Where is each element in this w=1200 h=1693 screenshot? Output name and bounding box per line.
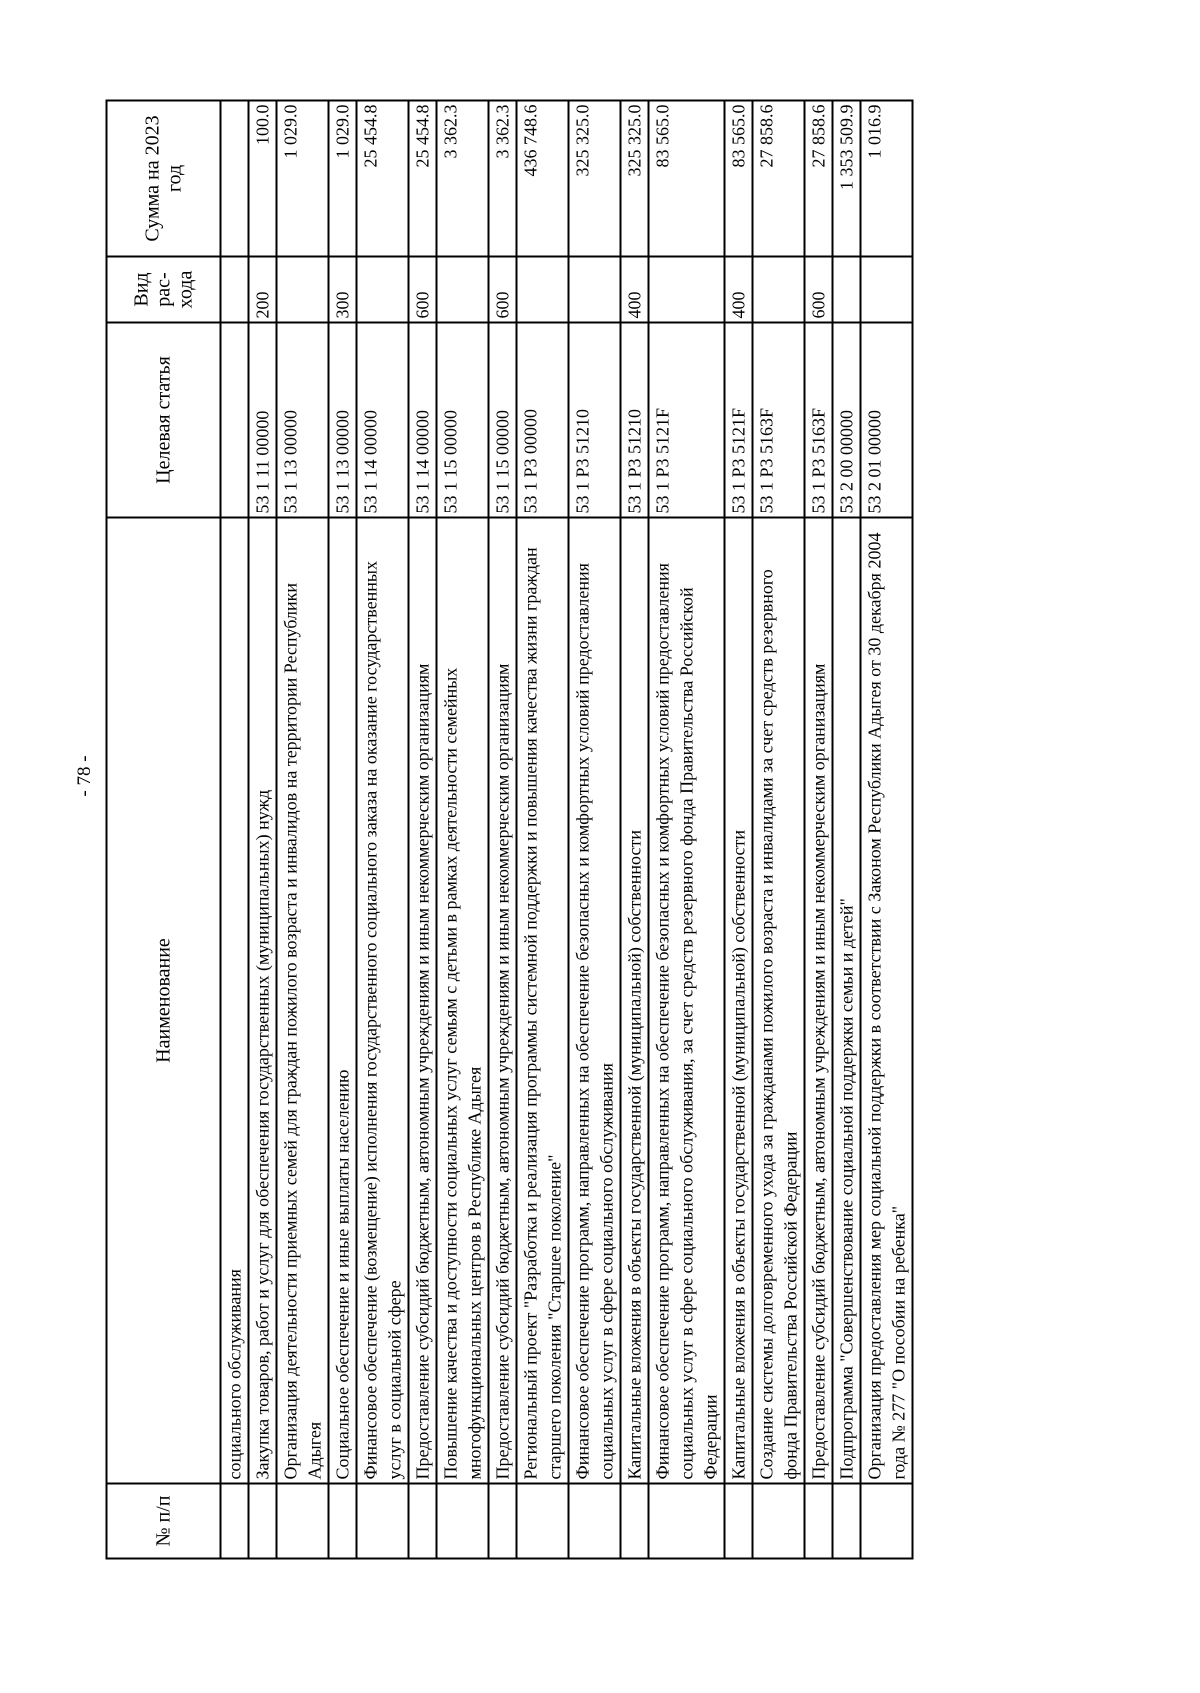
table-row: [489, 101, 517, 1559]
cell-name: Создание системы долговременного ухода за гражданами пожилого возраста и инвалидами за счет средств резервного фонда Правительства Российской Федерации: [753, 518, 805, 1484]
cell-num: [861, 1484, 913, 1559]
cell-num: [437, 1484, 489, 1559]
cell-type: [437, 257, 489, 323]
cell-name: Предоставление субсидий бюджетным, автономным учреждениям и иным некоммерческим организациям: [805, 518, 833, 1484]
cell-sum: [221, 101, 249, 257]
cell-sum: 3 362.3: [489, 101, 517, 257]
cell-num: [517, 1484, 569, 1559]
cell-sum: 25 454.8: [357, 101, 409, 257]
cell-type: [221, 257, 249, 323]
table-row: [437, 101, 489, 1559]
cell-num: [833, 1484, 861, 1559]
cell-num: [805, 1484, 833, 1559]
cell-name: Региональный проект "Разработка и реализация программы системной поддержки и повышения качества жизни граждан старшего поколения "Старшее поколение": [517, 518, 569, 1484]
cell-num: [221, 1484, 249, 1559]
cell-sum: 27 858.6: [753, 101, 805, 257]
cell-name: Финансовое обеспечение (возмещение) исполнения государственного социального заказа на оказание государственных услуг в социальной сфере: [357, 518, 409, 1484]
cell-sum: 1 016.9: [861, 101, 913, 257]
cell-sum: 1 353 509.9: [833, 101, 861, 257]
table-row: [249, 101, 277, 1559]
rotated-table-container: [106, 102, 1001, 1560]
cell-type: [753, 257, 805, 323]
cell-type: 600: [805, 257, 833, 323]
cell-num: [357, 1484, 409, 1559]
cell-code: 53 1 13 00000: [329, 323, 357, 518]
cell-name: Финансовое обеспечение программ, направленных на обеспечение безопасных и комфортных условий предоставления социальных услуг в сфере социального обслуживания, за счет средств резервного фонда Правительства Российской Федерации: [649, 518, 725, 1484]
cell-code: 53 1 P3 00000: [517, 323, 569, 518]
table-row: [277, 101, 329, 1559]
cell-sum: 1 029.0: [329, 101, 357, 257]
cell-num: [329, 1484, 357, 1559]
cell-type: [277, 257, 329, 323]
cell-type: 400: [621, 257, 649, 323]
cell-type: 600: [409, 257, 437, 323]
page-number: - 78 -: [74, 755, 95, 797]
cell-code: 53 1 11 00000: [249, 323, 277, 518]
table-header-row: [107, 101, 221, 1559]
table-row: [805, 101, 833, 1559]
table-row: [517, 101, 569, 1559]
cell-code: 53 1 15 00000: [437, 323, 489, 518]
cell-sum: 325 325.0: [621, 101, 649, 257]
table-row: [221, 101, 249, 1559]
cell-sum: 83 565.0: [725, 101, 753, 257]
cell-name: Закупка товаров, работ и услуг для обеспечения государственных (муниципальных) нужд: [249, 518, 277, 1484]
header-code: Целевая статья: [107, 323, 221, 518]
cell-code: 53 2 01 00000: [861, 323, 913, 518]
cell-code: [221, 323, 249, 518]
cell-num: [277, 1484, 329, 1559]
cell-num: [249, 1484, 277, 1559]
cell-type: [833, 257, 861, 323]
header-type: Вид рас-хода: [107, 257, 221, 323]
cell-type: 200: [249, 257, 277, 323]
header-sum: Сумма на 2023 год: [107, 101, 221, 257]
cell-type: [569, 257, 621, 323]
cell-name: Повышение качества и доступности социальных услуг семьям с детьми в рамках деятельности семейных многофункциональных центров в Республике Адыгея: [437, 518, 489, 1484]
cell-name: Финансовое обеспечение программ, направленных на обеспечение безопасных и комфортных условий предоставления социальных услуг в сфере социального обслуживания: [569, 518, 621, 1484]
cell-name: социального обслуживания: [221, 518, 249, 1484]
cell-num: [489, 1484, 517, 1559]
cell-name: Организация предоставления мер социальной поддержки в соответствии с Законом Республики Адыгея от 30 декабря 2004 года № 277 "О пособии на ребенка": [861, 518, 913, 1484]
cell-name: Капитальные вложения в объекты государственной (муниципальной) собственности: [621, 518, 649, 1484]
cell-num: [753, 1484, 805, 1559]
cell-sum: 83 565.0: [649, 101, 725, 257]
cell-type: [861, 257, 913, 323]
cell-type: [517, 257, 569, 323]
cell-type: [649, 257, 725, 323]
header-num: № п/п: [107, 1484, 221, 1559]
cell-sum: 25 454.8: [409, 101, 437, 257]
cell-sum: 3 362.3: [437, 101, 489, 257]
table-row: [753, 101, 805, 1559]
cell-code: 53 1 13 00000: [277, 323, 329, 518]
cell-num: [621, 1484, 649, 1559]
cell-code: 53 1 P3 51210: [569, 323, 621, 518]
table-row: [833, 101, 861, 1559]
cell-type: 600: [489, 257, 517, 323]
cell-sum: 436 748.6: [517, 101, 569, 257]
cell-type: 400: [725, 257, 753, 323]
table-row: [409, 101, 437, 1559]
cell-code: 53 1 14 00000: [409, 323, 437, 518]
cell-name: Предоставление субсидий бюджетным, автономным учреждениям и иным некоммерческим организациям: [409, 518, 437, 1484]
cell-code: 53 1 14 00000: [357, 323, 409, 518]
cell-sum: 100.0: [249, 101, 277, 257]
budget-table: [106, 100, 914, 1560]
table-row: [725, 101, 753, 1559]
cell-name: Подпрограмма "Совершенствование социальной поддержки семьи и детей": [833, 518, 861, 1484]
cell-name: Социальное обеспечение и иные выплаты населению: [329, 518, 357, 1484]
cell-sum: 325 325.0: [569, 101, 621, 257]
table-row: [621, 101, 649, 1559]
cell-code: 53 1 P3 5121F: [725, 323, 753, 518]
cell-name: Капитальные вложения в объекты государственной (муниципальной) собственности: [725, 518, 753, 1484]
table-row: [329, 101, 357, 1559]
cell-code: 53 2 00 00000: [833, 323, 861, 518]
header-name: Наименование: [107, 518, 221, 1484]
cell-sum: 27 858.6: [805, 101, 833, 257]
cell-name: Предоставление субсидий бюджетным, автономным учреждениям и иным некоммерческим организациям: [489, 518, 517, 1484]
cell-num: [569, 1484, 621, 1559]
cell-num: [725, 1484, 753, 1559]
table-row: [569, 101, 621, 1559]
table-row: [861, 101, 913, 1559]
cell-type: 300: [329, 257, 357, 323]
table-row: [649, 101, 725, 1559]
table-row: [357, 101, 409, 1559]
cell-sum: 1 029.0: [277, 101, 329, 257]
cell-code: 53 1 P3 5163F: [753, 323, 805, 518]
cell-name: Организация деятельности приемных семей для граждан пожилого возраста и инвалидов на территории Республики Адыгея: [277, 518, 329, 1484]
cell-type: [357, 257, 409, 323]
cell-code: 53 1 P3 51210: [621, 323, 649, 518]
cell-code: 53 1 P3 5121F: [649, 323, 725, 518]
cell-code: 53 1 P3 5163F: [805, 323, 833, 518]
cell-code: 53 1 15 00000: [489, 323, 517, 518]
cell-num: [409, 1484, 437, 1559]
cell-num: [649, 1484, 725, 1559]
table-body: [221, 101, 913, 1559]
